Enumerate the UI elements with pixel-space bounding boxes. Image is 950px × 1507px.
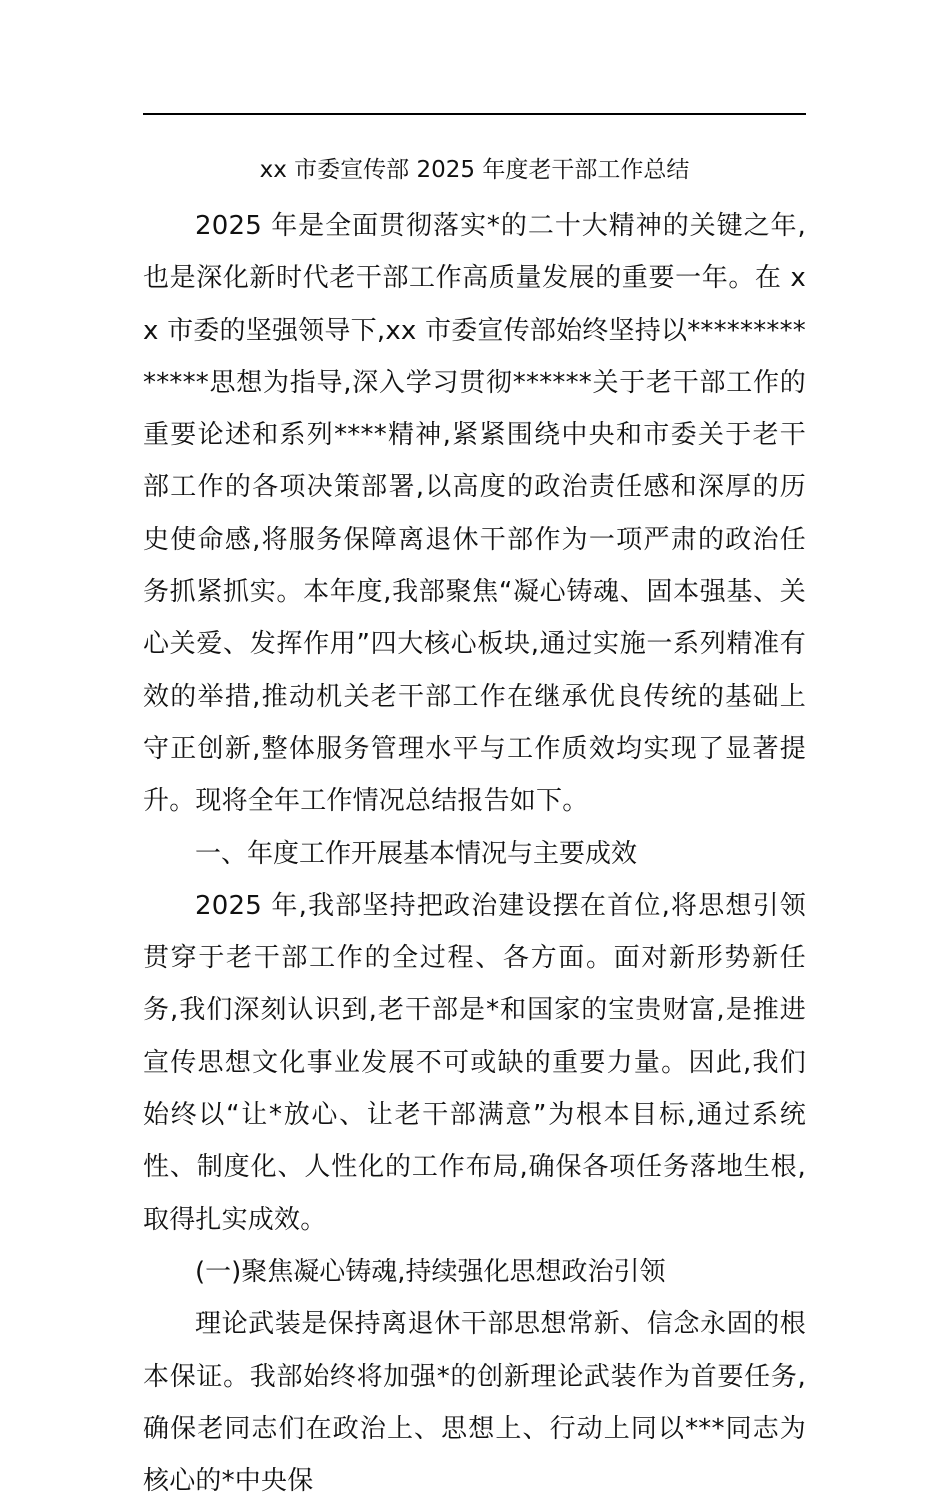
document-body [143, 200, 806, 1507]
document-title: xx 市委宣传部 2025 年度老干部工作总结 [259, 157, 690, 183]
subsection-heading-1: (一)聚焦凝心铸魂,持续强化思想政治引领 [195, 1256, 666, 1287]
header-rule [143, 113, 806, 115]
paragraph-section-1: 2025 年,我部坚持把政治建设摆在首位,将思想引领贯穿于老干部工作的全过程、各方面。面对新形势新任务,我们深刻认识到,老干部是*和国家的宝贵财富,是推进宣传思想文化事业发展不可或缺的重要力量。因此,我们始终以“让*放心、让老干部满意”为根本目标,通过系统性、制度化、人性化的工作布局,确保各项任务落地生根,取得扎实成效。 [143, 890, 806, 1235]
paragraph-subsection-1: 理论武装是保持离退休干部思想常新、信念永固的根本保证。我部始终将加强*的创新理论武装作为首要任务,确保老同志们在政治上、思想上、行动上同以***同志为核心的*中央保 [143, 1309, 806, 1497]
paragraph-intro: 2025 年是全面贯彻落实*的二十大精神的关键之年,也是深化新时代老干部工作高质量发展的重要一年。在 xx 市委的坚强领导下,xx 市委宣传部始终坚持以**************思想为指导,深入学习贯彻******关于老干部工作的重要论述和系列****精神,紧紧围绕中央和市委关于老干部工作的各项决策部署,以高度的政治责任感和深厚的历史使命感,将服务保障离退休干部作为一项严肃的政治任务抓紧抓实。本年度,我部聚焦“凝心铸魂、固本强基、关心关爱、发挥作用”四大核心板块,通过实施一系列精准有效的举措,推动机关老干部工作在继承优良传统的基础上守正创新,整体服务管理水平与工作质效均实现了显著提升。现将全年工作情况总结报告如下。 [143, 211, 806, 817]
section-heading-1: 一、年度工作开展基本情况与主要成效 [195, 838, 638, 869]
